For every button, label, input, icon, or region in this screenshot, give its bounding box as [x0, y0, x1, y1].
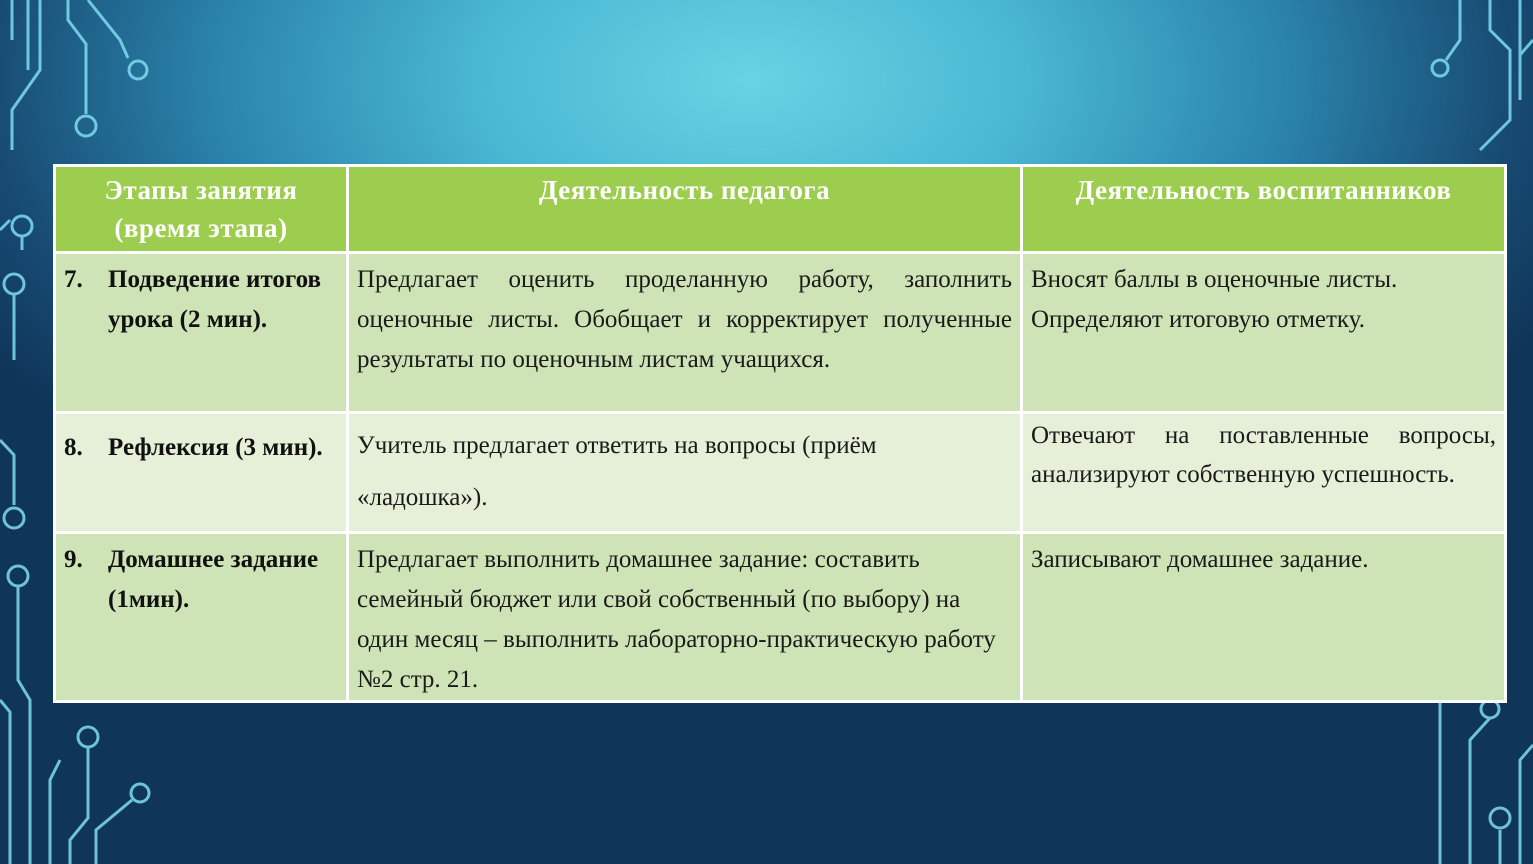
- stage-cell: [55, 413, 348, 533]
- header-row: [55, 166, 1506, 253]
- teacher-activity-cell: Предлагает выполнить домашнее задание: составить семейный бюджет или свой собственный (по выбору) на один месяц – выполнить лабораторно-практическую работу №2 стр. 21.: [348, 533, 1022, 702]
- lesson-stages-table: [53, 164, 1507, 703]
- stage-cell: [55, 533, 348, 702]
- stage-number: 7.: [64, 266, 83, 293]
- students-activity-cell: Записывают домашнее задание.: [1022, 533, 1506, 702]
- teacher-activity-cell: Предлагает оценить проделанную работу, заполнить оценочные листы. Обобщает и корректирует полученные результаты по оценочным листам учащихся.: [348, 253, 1022, 413]
- stage-number: 8.: [64, 434, 83, 461]
- teacher-activity-cell: Учитель предлагает ответить на вопросы (приём «ладошка»).: [348, 413, 1022, 533]
- table-row: [55, 253, 1506, 413]
- stage-name: Домашнее задание (1мин).: [108, 546, 319, 613]
- stage-name: Рефлексия (3 мин).: [108, 434, 323, 461]
- header-stages: Этапы занятия (время этапа): [55, 166, 348, 253]
- header-students-activity: Деятельность воспитанников: [1022, 166, 1506, 253]
- table-row: [55, 413, 1506, 533]
- students-activity-cell: Вносят баллы в оценочные листы. Определяют итоговую отметку.: [1022, 253, 1506, 413]
- table-row: [55, 533, 1506, 702]
- stage-cell: [55, 253, 348, 413]
- students-activity-cell: Отвечают на поставленные вопросы, анализируют собственную успешность.: [1022, 413, 1506, 533]
- stage-number: 9.: [64, 546, 83, 573]
- stage-name: Подведение итогов урока (2 мин).: [108, 266, 322, 333]
- header-teacher-activity: Деятельность педагога: [348, 166, 1022, 253]
